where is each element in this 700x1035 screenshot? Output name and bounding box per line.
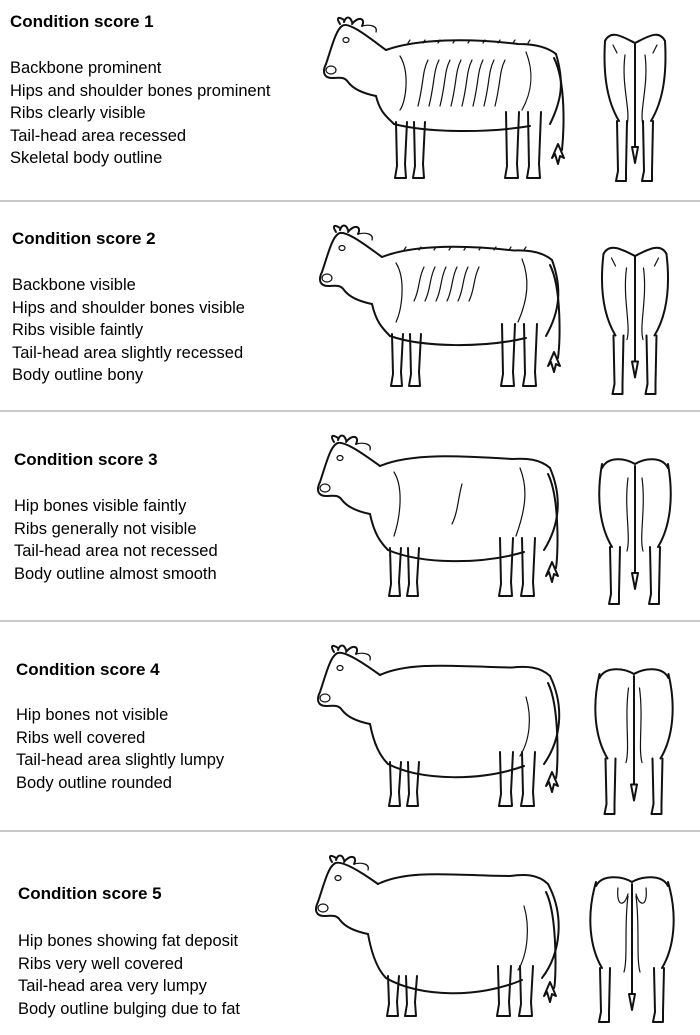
cow-side-view-icon	[318, 12, 580, 184]
feature-item: Hips and shoulder bones visible	[12, 298, 245, 317]
feature-list	[10, 57, 271, 170]
panel-title: Condition score 4	[16, 660, 160, 679]
cow-rear-view-icon	[596, 25, 674, 185]
feature-item: Hip bones showing fat deposit	[18, 932, 239, 950]
cow-side-view-icon	[314, 220, 576, 392]
feature-list	[16, 704, 224, 794]
condition-panel-2	[0, 202, 700, 410]
feature-list	[18, 930, 240, 1020]
feature-item: Ribs well covered	[16, 728, 146, 747]
feature-item: Tail-head area very lumpy	[18, 977, 207, 996]
feature-item: Body outline bulging due to fat	[18, 999, 241, 1018]
panel-title: Condition score 3	[14, 450, 158, 469]
feature-item: Hip bones not visible	[16, 706, 169, 724]
condition-panel-4	[0, 622, 700, 830]
feature-list	[12, 274, 245, 387]
condition-panel-1	[0, 0, 700, 200]
feature-item: Tail-head area slightly lumpy	[16, 751, 225, 770]
feature-list	[14, 495, 218, 585]
feature-item: Ribs visible faintly	[12, 321, 144, 340]
feature-item: Hips and shoulder bones prominent	[10, 81, 271, 100]
feature-item: Body outline almost smooth	[14, 564, 217, 583]
panel-title: Condition score 2	[12, 229, 156, 248]
condition-panel-5	[0, 832, 700, 1035]
feature-item: Skeletal body outline	[10, 149, 163, 168]
cow-rear-view-icon	[596, 238, 674, 398]
feature-item: Backbone prominent	[10, 59, 162, 77]
cow-side-view-icon	[310, 850, 572, 1022]
cow-side-view-icon	[312, 430, 574, 602]
feature-item: Ribs very well covered	[18, 954, 184, 973]
condition-panel-3	[0, 412, 700, 620]
feature-item: Tail-head area not recessed	[14, 542, 218, 561]
panel-title: Condition score 5	[18, 884, 162, 903]
feature-item: Tail-head area recessed	[10, 126, 187, 145]
cow-side-view-icon	[312, 640, 574, 812]
feature-item: Tail-head area slightly recessed	[12, 343, 244, 362]
cow-rear-view-icon	[596, 448, 674, 608]
panel-title: Condition score 1	[10, 12, 154, 31]
feature-item: Ribs generally not visible	[14, 519, 197, 538]
cow-rear-view-icon	[594, 658, 674, 818]
feature-item: Backbone visible	[12, 276, 136, 294]
feature-item: Ribs clearly visible	[10, 104, 146, 123]
cow-rear-view-icon	[588, 866, 676, 1026]
feature-item: Hip bones visible faintly	[14, 497, 187, 515]
feature-item: Body outline rounded	[16, 773, 172, 792]
feature-item: Body outline bony	[12, 366, 144, 385]
